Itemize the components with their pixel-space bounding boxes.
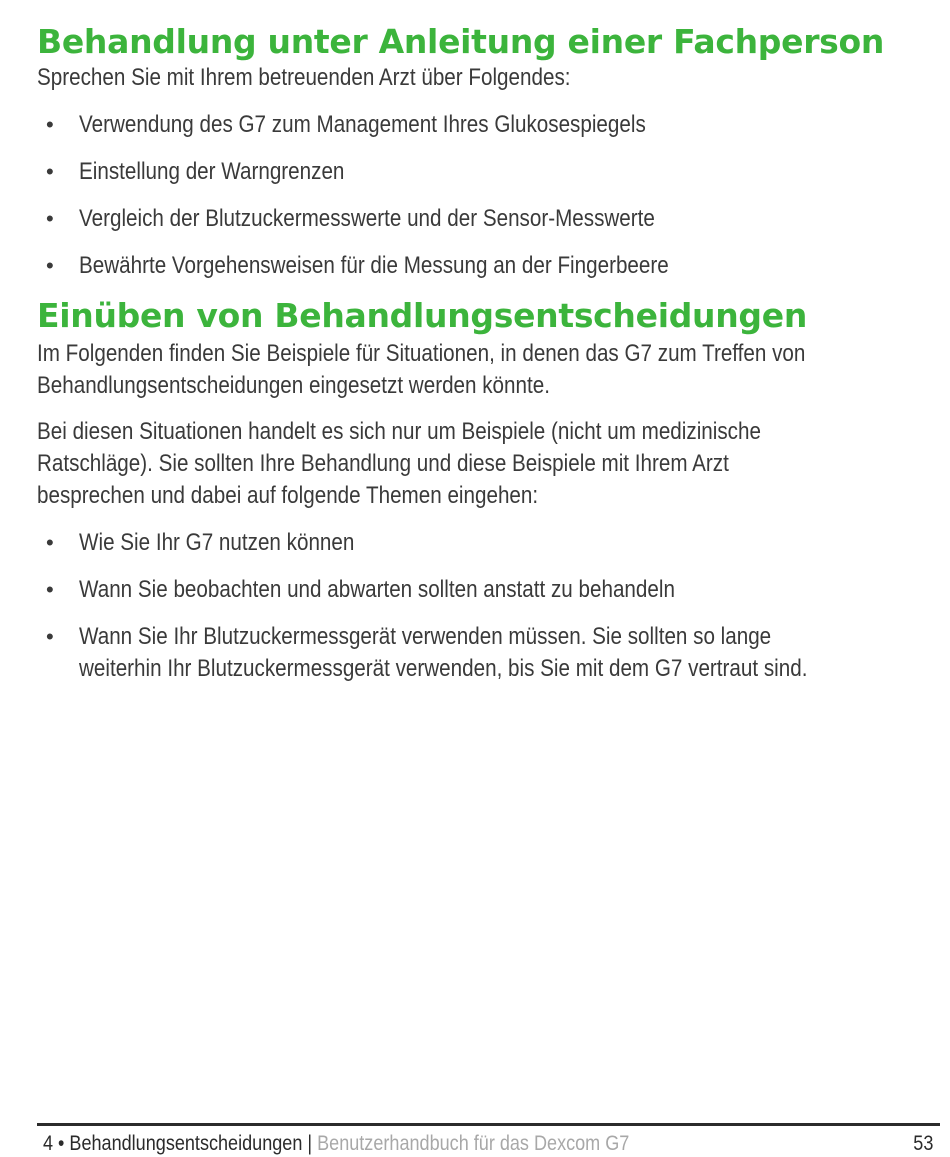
list-item xyxy=(37,621,917,685)
page-footer xyxy=(43,1131,933,1157)
bullet-icon: • xyxy=(46,206,54,231)
bullet-list xyxy=(37,527,917,685)
paragraph-line: Behandlungsentscheidungen eingesetzt werden könnte. xyxy=(37,372,550,399)
list-item: • Einstellung der Warngrenzen xyxy=(37,156,917,188)
section-heading: Einüben von Behandlungsentscheidungen xyxy=(37,296,808,335)
paragraph-line: besprechen und dabei auf folgende Themen eingehen: xyxy=(37,482,539,509)
list-item: • Bewährte Vorgehensweisen für die Messung an der Fingerbeere xyxy=(37,250,917,282)
list-item: • Wie Sie Ihr G7 nutzen können xyxy=(37,527,917,559)
list-item: • Vergleich der Blutzuckermesswerte und der Sensor-Messwerte xyxy=(37,203,917,235)
list-item: • Wann Sie beobachten und abwarten sollten anstatt zu behandeln xyxy=(37,574,917,606)
bullet-icon: • xyxy=(46,577,54,602)
bullet-icon: • xyxy=(46,530,54,555)
list-item-line: weiterhin Ihr Blutzuckermessgerät verwenden, bis Sie mit dem G7 vertraut sind. xyxy=(79,655,808,682)
footer-divider xyxy=(37,1123,940,1126)
page-content xyxy=(37,0,917,685)
paragraph-line: Ratschläge). Sie sollten Ihre Behandlung und diese Beispiele mit Ihrem Arzt xyxy=(37,450,729,477)
paragraph-line: Bei diesen Situationen handelt es sich nur um Beispiele (nicht um medizinische xyxy=(37,418,761,445)
bullet-icon: • xyxy=(46,624,54,649)
paragraph xyxy=(37,416,923,512)
section-heading: Behandlung unter Anleitung einer Fachperson xyxy=(37,22,885,61)
page-number: 53 xyxy=(912,1132,933,1155)
list-item-line: Wann Sie Ihr Blutzuckermessgerät verwenden müssen. Sie sollten so lange xyxy=(79,623,772,650)
footer-manual-title: Benutzerhandbuch für das Dexcom G7 xyxy=(317,1132,630,1155)
intro-text: Sprechen Sie mit Ihrem betreuenden Arzt über Folgendes: xyxy=(37,64,571,91)
bullet-icon: • xyxy=(46,159,54,184)
list-item: • Verwendung des G7 zum Management Ihres Glukosespiegels xyxy=(37,109,917,141)
bullet-icon: • xyxy=(46,112,54,137)
bullet-list xyxy=(37,109,917,282)
paragraph xyxy=(37,338,923,402)
footer-title xyxy=(43,1131,629,1157)
bullet-icon: • xyxy=(46,253,54,278)
paragraph-line: Im Folgenden finden Sie Beispiele für Situationen, in denen das G7 zum Treffen von xyxy=(37,340,806,367)
footer-chapter: 4 • Behandlungsentscheidungen | xyxy=(43,1132,318,1155)
